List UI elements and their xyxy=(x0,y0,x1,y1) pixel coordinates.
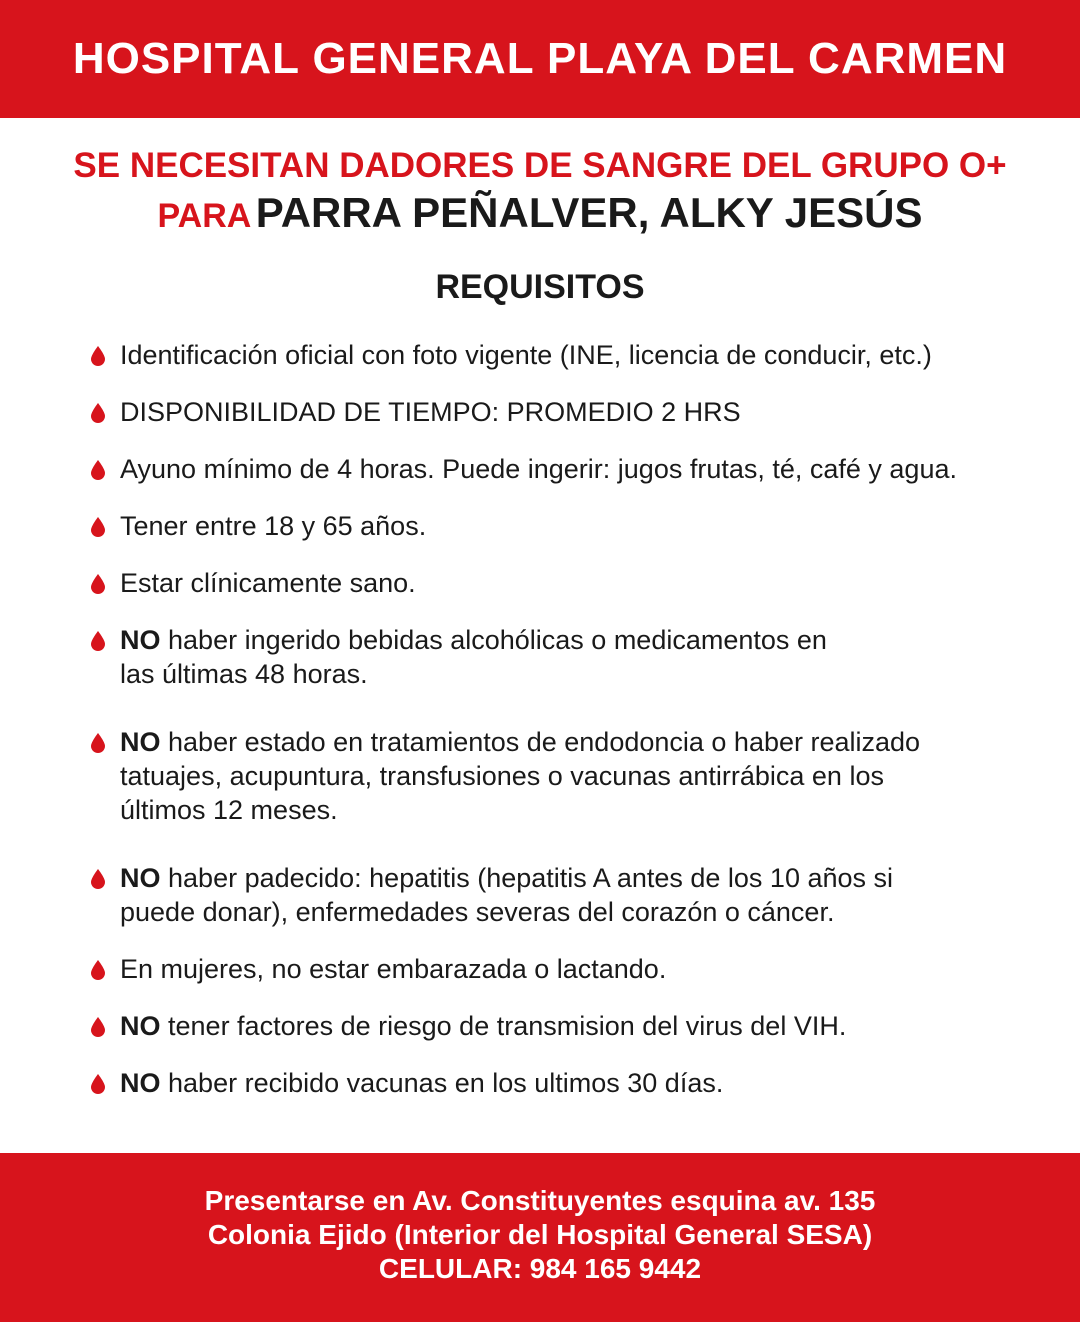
requirement-text: Identificación oficial con foto vigente (INE, licencia de conducir, etc.) xyxy=(120,340,932,370)
requirement-item xyxy=(88,952,1048,986)
requirement-item xyxy=(88,566,1048,600)
footer-content xyxy=(0,1153,1080,1286)
requirement-item xyxy=(88,623,1048,691)
requirement-item xyxy=(88,338,1048,372)
requirement-item xyxy=(88,452,1048,486)
requirement-item xyxy=(88,509,1048,543)
requirement-text: haber padecido: hepatitis (hepatitis A antes de los 10 años si puede donar), enfermedades severas del corazón o cáncer. xyxy=(120,863,894,927)
blood-drop-icon xyxy=(90,403,106,423)
blood-drop-icon xyxy=(90,1074,106,1094)
requirement-text: DISPONIBILIDAD DE TIEMPO: PROMEDIO 2 HRS xyxy=(120,397,741,427)
requirement-item xyxy=(88,861,1048,929)
requirement-text: Estar clínicamente sano. xyxy=(120,568,416,598)
blood-drop-icon xyxy=(90,1017,106,1037)
blood-drop-icon xyxy=(90,517,106,537)
requirements-title: REQUISITOS xyxy=(435,268,645,306)
no-prefix: NO xyxy=(120,1068,161,1098)
patient-name: PARRA PEÑALVER, ALKY JESÚS xyxy=(255,189,923,236)
hospital-title: HOSPITAL GENERAL PLAYA DEL CARMEN xyxy=(72,34,1008,83)
requirement-text: Tener entre 18 y 65 años. xyxy=(120,511,427,541)
blood-drop-icon xyxy=(90,631,106,651)
requirements-list xyxy=(88,338,1048,1100)
requirement-item xyxy=(88,725,1048,827)
footer-banner xyxy=(0,1153,1080,1322)
patient-line xyxy=(0,188,1080,248)
requirement-text: haber estado en tratamientos de endodoncia o haber realizado tatuajes, acupuntura, transfusiones o vacunas antirrábica en los últimos 12 meses. xyxy=(120,727,921,825)
no-prefix: NO xyxy=(120,727,161,757)
blood-drop-icon xyxy=(90,460,106,480)
blood-drop-icon xyxy=(90,869,106,889)
blood-drop-icon xyxy=(90,733,106,753)
blood-drop-icon xyxy=(90,960,106,980)
requirement-item xyxy=(88,1066,1048,1100)
headline xyxy=(0,144,1080,248)
address-line-2: Colonia Ejido (Interior del Hospital General SESA) xyxy=(207,1219,873,1250)
requirement-text: haber ingerido bebidas alcohólicas o medicamentos en las últimas 48 horas. xyxy=(120,625,827,689)
blood-drop-icon xyxy=(90,346,106,366)
para-label: PARA xyxy=(157,197,252,235)
no-prefix: NO xyxy=(120,1011,161,1041)
requirement-item xyxy=(88,395,1048,429)
blood-drop-icon xyxy=(90,574,106,594)
requirement-text: En mujeres, no estar embarazada o lactando. xyxy=(120,954,667,984)
requirement-item xyxy=(88,1009,1048,1043)
no-prefix: NO xyxy=(120,625,161,655)
donor-request-text: SE NECESITAN DADORES DE SANGRE DEL GRUPO O+ xyxy=(73,146,1007,185)
requirement-text: haber recibido vacunas en los ultimos 30 días. xyxy=(168,1068,724,1098)
no-prefix: NO xyxy=(120,863,161,893)
phone-line: CELULAR: 984 165 9442 xyxy=(378,1253,702,1284)
address-line-1: Presentarse en Av. Constituyentes esquina av. 135 xyxy=(204,1185,876,1216)
header-banner xyxy=(0,0,1080,118)
requirement-text: tener factores de riesgo de transmision del virus del VIH. xyxy=(168,1011,847,1041)
requirement-text: Ayuno mínimo de 4 horas. Puede ingerir: jugos frutas, té, café y agua. xyxy=(120,454,957,484)
